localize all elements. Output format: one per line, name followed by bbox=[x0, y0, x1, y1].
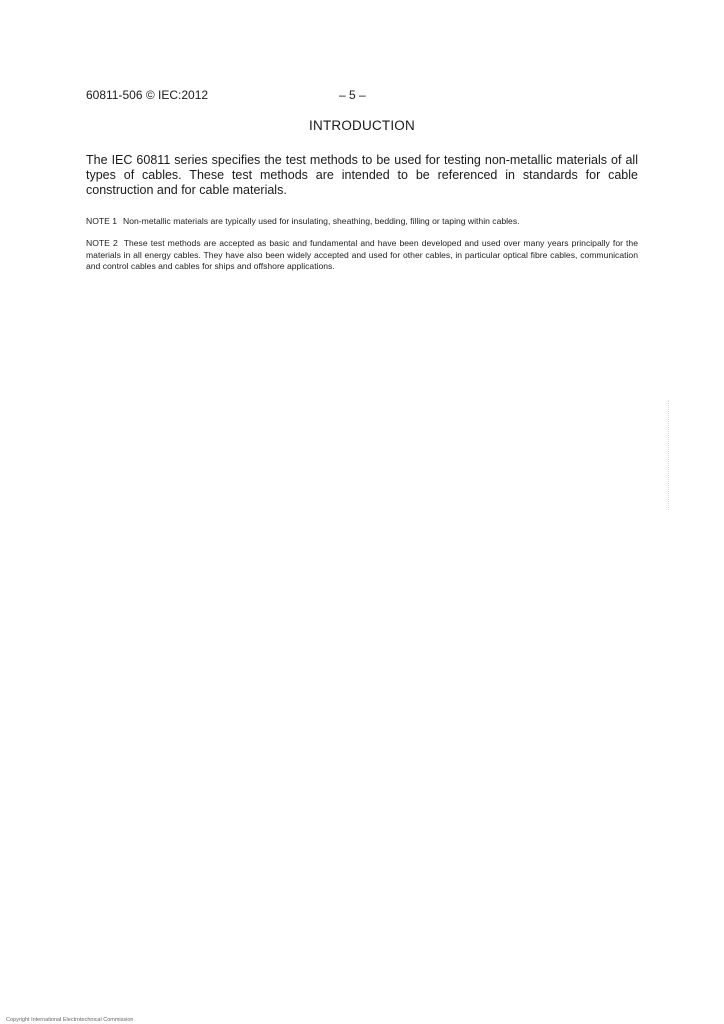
note-1 bbox=[86, 216, 638, 228]
section-title: INTRODUCTION bbox=[309, 118, 415, 133]
note-2-text: These test methods are accepted as basic and fundamental and have been developed and used over many years principally for the materials in all energy cables. They have also been widely accepted and used for other cables, in particular optical fibre cables, communication and control cables and cables for ships and offshore applications. bbox=[86, 238, 638, 271]
document-reference: 60811-506 © IEC:2012 bbox=[86, 88, 209, 102]
note-1-label: NOTE 1 bbox=[86, 216, 118, 226]
page-number: – 5 – bbox=[339, 88, 366, 102]
note-2 bbox=[86, 238, 638, 273]
intro-paragraph: The IEC 60811 series specifies the test methods to be used for testing non-metallic materials of all types of cables. These test methods are intended to be referenced in standards for cable construction and for cable materials. bbox=[86, 153, 638, 197]
scan-margin-marks bbox=[668, 400, 670, 510]
note-1-text: Non-metallic materials are typically used for insulating, sheathing, bedding, filling or taping within cables. bbox=[123, 216, 520, 226]
note-2-label: NOTE 2 bbox=[86, 238, 118, 248]
footer-copyright: Copyright International Electrotechnical Commission bbox=[6, 1017, 134, 1023]
page-header bbox=[86, 88, 638, 104]
